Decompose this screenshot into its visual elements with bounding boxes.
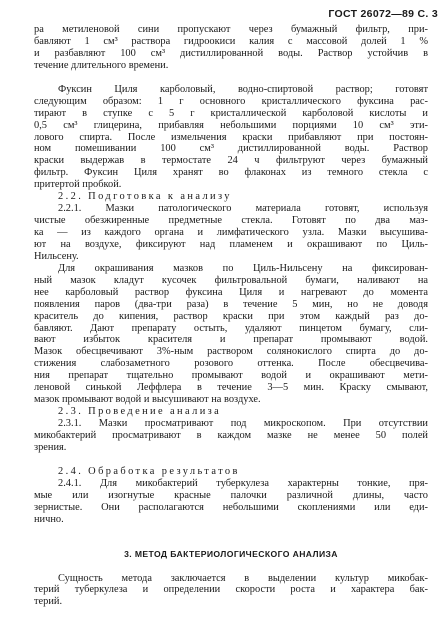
text-line: терий туберкулеза и определении скорости роста и характера бак- [34, 584, 428, 596]
text-line: ка — из каждого органа и лимфатического узла. Мазки высушива- [34, 227, 428, 238]
text-line: появления паров (два-три раза) в течение 5 мин, но не доводя [34, 298, 428, 310]
text-line: и разбавляют 100 см³ дистиллированной воды. Раствор устойчив в [34, 47, 428, 59]
text-line: леновой синькой Леффлера в течение 3—5 мин. Краску смывают, [34, 382, 428, 394]
text-line: 2.4.1. Для микобактерий туберкулеза характерны тонкие, пря- [58, 477, 428, 489]
page-header: ГОСТ 26072—89 С. 3 [328, 8, 438, 20]
text-line: чистые обезжиренные предметные стекла. Готовят по два маз- [34, 215, 428, 227]
text-line: ный мазок кладут кусочек фильтровальной бумаги, наливают на [34, 274, 428, 286]
text-line: вают избыток красителя и препарат промывают водой. [34, 334, 428, 346]
text-line: зрения. [34, 441, 67, 453]
section-title-3: 3. МЕТОД БАКТЕРИОЛОГИЧЕСКОГО АНАЛИЗА [124, 548, 338, 559]
text-line: Мазок обесцвечивают 3%-ным раствором солянокислого спирта до до- [34, 346, 428, 358]
text-line: ния препарат тщательно промывают водой и окрашивают мети- [34, 370, 428, 382]
paragraph-methylene-blue [34, 24, 428, 72]
text-line: Нильсену. [34, 250, 79, 262]
text-line: следующим образом: 1 г основного кристаллического фуксина рас- [34, 95, 428, 107]
text-line: Для окрашивания мазков по Циль-Нильсену на фиксирован- [58, 262, 428, 274]
text-line: зернистые. Они располагаются небольшими скоплениями или еди- [34, 501, 428, 513]
paragraph-fuchsin [34, 84, 428, 191]
text-line: мые или изогнутые красные палочки различной длины, часто [34, 489, 428, 501]
paragraph-2-2-1 [34, 203, 428, 263]
section-heading-2-4: 2.4. Обработка результатов [58, 465, 240, 477]
text-line: бавляют. Дают препарату остыть, удаляют пинцетом бумагу, сли- [34, 322, 428, 334]
text-line: нично. [34, 513, 64, 525]
text-line: Фуксин Циля карболовый, водно-спиртовой раствор; готовят [58, 83, 428, 95]
text-line: ют на воздухе, фиксируют над пламенем и окрашивают по Циль- [34, 238, 428, 250]
document-body [34, 24, 428, 608]
text-line: фильтр. Фуксин Циля хранят во флаконах из темного стекла с [34, 167, 428, 179]
text-line: ном помешивании 100 см³ дистиллированной воды. Раствор [34, 143, 428, 155]
section-heading-2-3: 2.3. Проведение анализа [58, 406, 222, 418]
text-line: 2.3.1. Мазки просматривают под микроскопом. При отсутствии [58, 418, 428, 429]
text-line: нее карболовый раствор фуксина Циля и нагревают до момента [34, 286, 428, 298]
text-line: краски выдержав в термостате 24 ч фильтруют через бумажный [34, 155, 428, 167]
text-line: краситель до кипения, раствор краски при этом каждый раз до- [34, 310, 428, 322]
text-line: 2.2.1. Мазки патологического материала готовят, используя [58, 203, 428, 215]
text-line: лового спирта. После измельчения краски прибавляют при постоян- [34, 131, 428, 143]
paragraph-ziehl-neelsen [34, 263, 428, 406]
text-line: притертой пробкой. [34, 179, 122, 191]
text-line: 0,5 см³ глицерина, прибавляя небольшими порциями 10 см³ эти- [34, 119, 428, 131]
text-line: микобактерий просматривают в каждом мазке не менее 50 полей [34, 429, 428, 441]
text-line: стижения слабозаметного розового оттенка. После обесцвечива- [34, 358, 428, 370]
text-line: бавляют 1 см³ раствора гидроокиси калия с массовой долей 1 % [34, 35, 428, 47]
text-line: терий. [34, 596, 63, 608]
paragraph-method-essence [34, 573, 428, 609]
paragraph-2-3-1 [34, 418, 428, 454]
text-line: течение длительного времени. [34, 59, 169, 71]
text-line: мазок промывают водой и высушивают на воздухе. [34, 394, 261, 406]
paragraph-2-4-1 [34, 478, 428, 526]
text-line: ра метиленовой сини пропускают через бумажный фильтр, при- [34, 24, 428, 35]
section-heading-2-2: 2.2. Подготовка к анализу [58, 191, 232, 203]
text-line: тирают в ступке с 5 г кристаллической карболовой кислоты и [34, 107, 428, 119]
text-line: Сущность метода заключается в выделении культур микобак- [58, 572, 428, 584]
